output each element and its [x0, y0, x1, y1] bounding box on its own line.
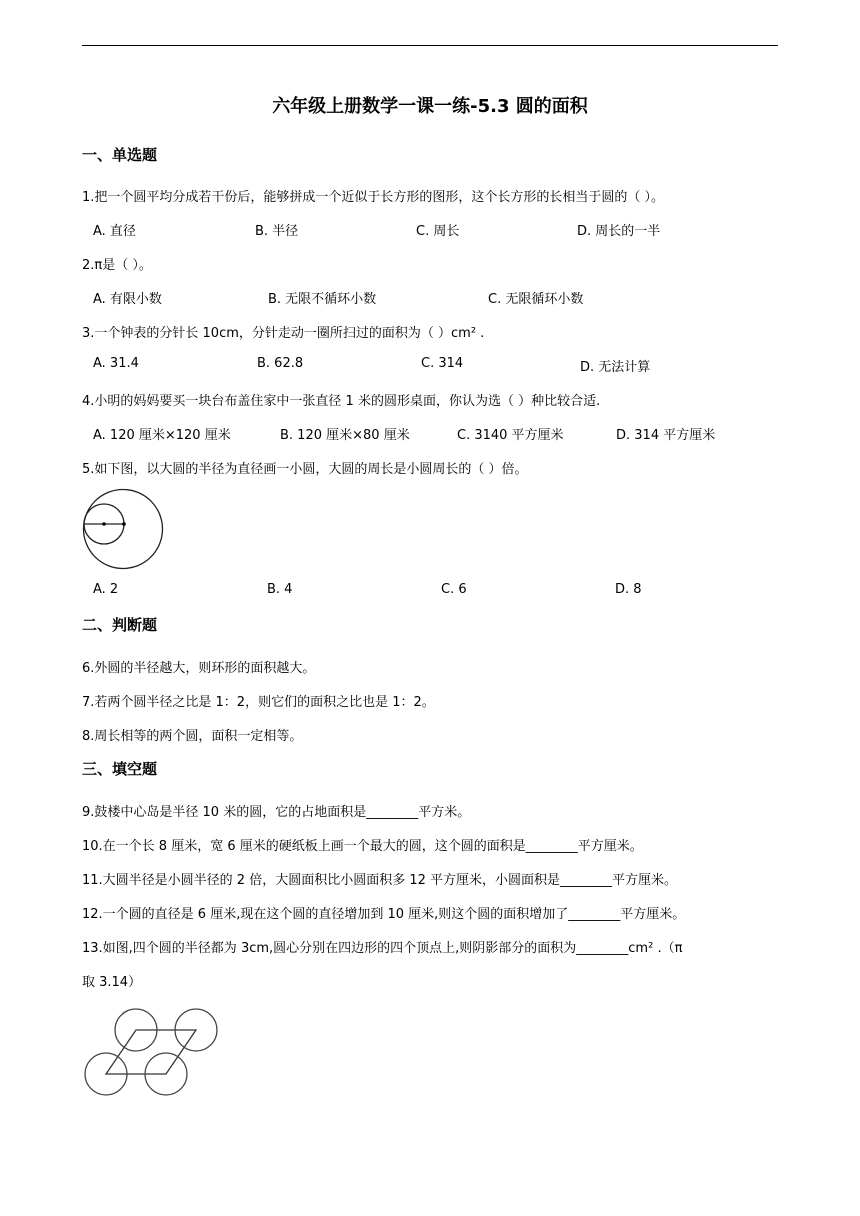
q5-option-b: B. 4 [267, 582, 293, 597]
question-10: 10.在一个长 8 厘米，宽 6 厘米的硬纸板上画一个最大的圆，这个圆的面积是________平方厘米。 [82, 839, 643, 854]
q2-option-b: B. 无限不循环小数 [268, 292, 377, 307]
section-heading-fill-in: 三、填空题 [82, 760, 158, 778]
q4-option-a: A. 120 厘米×120 厘米 [93, 428, 231, 443]
question-2: 2.π是（ ）。 [82, 258, 152, 273]
question-13-line-1: 13.如图,四个圆的半径都为 3cm,圆心分别在四边形的四个顶点上,则阴影部分的面积为________cm² .（π [82, 941, 683, 956]
q2-option-c: C. 无限循环小数 [488, 292, 584, 307]
question-3: 3.一个钟表的分针长 10cm，分针走动一圈所扫过的面积为（ ）cm² . [82, 326, 485, 341]
section-heading-single-choice: 一、单选题 [82, 146, 158, 164]
question-6: 6.外圆的半径越大，则环形的面积越大。 [82, 661, 316, 676]
concentric-circles-figure [82, 488, 164, 570]
q1-option-b: B. 半径 [255, 224, 299, 239]
question-11: 11.大圆半径是小圆半径的 2 倍，大圆面积比小圆面积多 12 平方厘米，小圆面积是________平方厘米。 [82, 873, 678, 888]
question-8: 8.周长相等的两个圆，面积一定相等。 [82, 729, 303, 744]
question-5: 5.如下图，以大圆的半径为直径画一小圆，大圆的周长是小圆周长的（ ）倍。 [82, 462, 528, 477]
end-dot [122, 522, 126, 526]
q5-option-d: D. 8 [615, 582, 642, 597]
q2-option-a: A. 有限小数 [93, 292, 162, 307]
q4-option-c: C. 3140 平方厘米 [457, 428, 564, 443]
four-circles-parallelogram-figure [82, 1006, 222, 1098]
page-title: 六年级上册数学一课一练-5.3 圆的面积 [272, 96, 588, 117]
question-13-line-2: 取 3.14） [82, 975, 142, 990]
q3-option-c: C. 314 [421, 356, 464, 371]
question-1: 1.把一个圆平均分成若干份后，能够拼成一个近似于长方形的图形，这个长方形的长相当于圆的（ ）。 [82, 190, 665, 205]
q5-option-c: C. 6 [441, 582, 467, 597]
parallelogram [106, 1030, 196, 1074]
question-4: 4.小明的妈妈要买一块台布盖住家中一张直径 1 米的圆形桌面，你认为选（ ）种比较合适. [82, 394, 601, 409]
section-heading-true-false: 二、判断题 [82, 616, 158, 634]
q4-option-b: B. 120 厘米×80 厘米 [280, 428, 410, 443]
q3-option-b: B. 62.8 [257, 356, 304, 371]
q3-option-a: A. 31.4 [93, 356, 139, 371]
q3-option-d: D. 无法计算 [580, 360, 651, 375]
q1-option-d: D. 周长的一半 [577, 224, 661, 239]
question-12: 12.一个圆的直径是 6 厘米,现在这个圆的直径增加到 10 厘米,则这个圆的面积增加了________平方厘米。 [82, 907, 686, 922]
question-7: 7.若两个圆半径之比是 1：2，则它们的面积之比也是 1：2。 [82, 695, 435, 710]
q4-option-d: D. 314 平方厘米 [616, 428, 716, 443]
question-9: 9.鼓楼中心岛是半径 10 米的圆，它的占地面积是________平方米。 [82, 805, 471, 820]
q1-option-c: C. 周长 [416, 224, 460, 239]
center-dot [102, 522, 106, 526]
header-rule [82, 45, 778, 46]
q5-option-a: A. 2 [93, 582, 119, 597]
q1-option-a: A. 直径 [93, 224, 136, 239]
